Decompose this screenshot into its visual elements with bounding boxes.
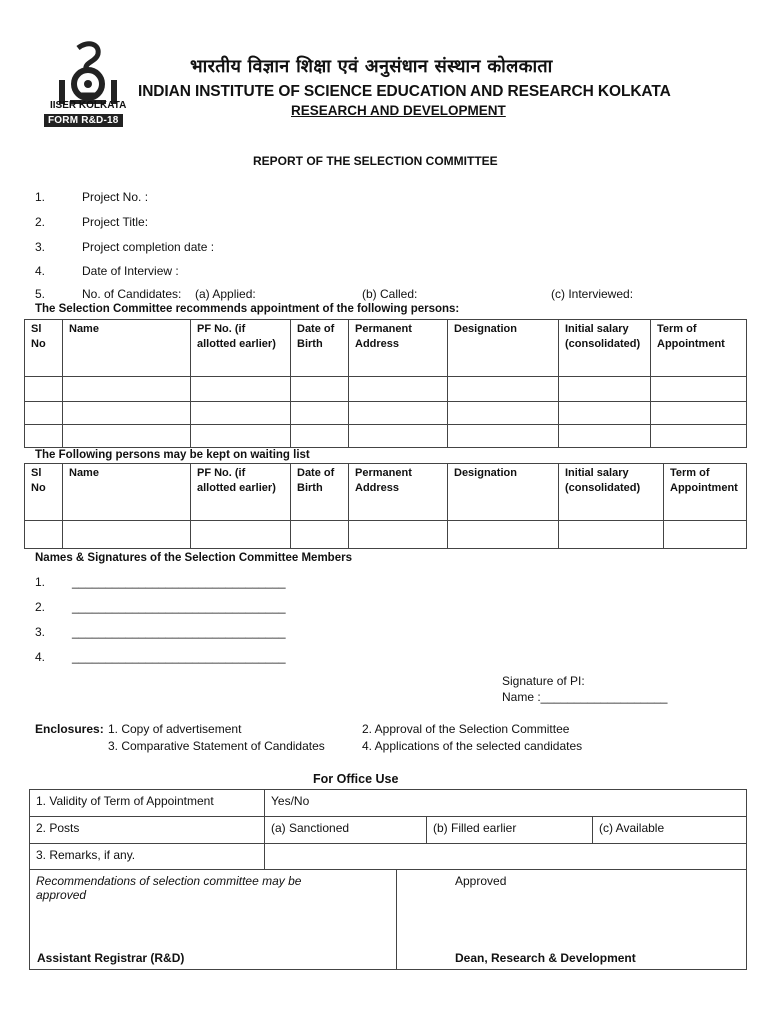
member-signature-line[interactable]: ________________________________ (72, 650, 286, 664)
table-row[interactable] (25, 425, 747, 448)
hindi-institute-name: भारतीय विज्ञान शिक्षा एवं अनुसंधान संस्थान कोलकाता (190, 56, 553, 77)
enclosure-item: 4. Applications of the selected candidates (362, 739, 583, 753)
project-title-field[interactable]: Project Title: (82, 215, 149, 229)
header-salary: Initial salary (consolidated) (559, 464, 664, 521)
table-row[interactable] (25, 521, 747, 549)
form-code: FORM R&D-18 (44, 114, 123, 127)
member-number: 2. (35, 600, 46, 614)
dean-signature: Dean, Research & Development (455, 951, 636, 965)
approval-cell[interactable] (397, 870, 747, 970)
field-number: 4. (35, 264, 46, 278)
recommend-caption: The Selection Committee recommends appointment of the following persons: (35, 303, 460, 315)
no-of-candidates-label: No. of Candidates: (82, 287, 182, 301)
posts-label: 2. Posts (30, 817, 265, 844)
recommendation-cell[interactable] (30, 870, 397, 970)
field-number: 3. (35, 240, 46, 254)
field-number: 2. (35, 215, 46, 229)
header-name: Name (63, 320, 191, 377)
logo-text: IISER KOLKATA (50, 100, 127, 111)
header-designation: Designation (448, 320, 559, 377)
recommendation-text: Recommendations of selection committee may be approved (36, 874, 302, 902)
field-number: 5. (35, 287, 46, 301)
called-field[interactable]: (b) Called: (362, 287, 418, 301)
date-of-interview-field[interactable]: Date of Interview : (82, 264, 179, 278)
available-field[interactable]: (c) Available (593, 817, 747, 844)
header-name: Name (63, 464, 191, 521)
office-use-heading: For Office Use (313, 772, 399, 786)
member-signature-line[interactable]: ________________________________ (72, 600, 286, 614)
header-address: Permanent Address (349, 320, 448, 377)
enclosure-item: 1. Copy of advertisement (108, 722, 242, 736)
pi-signature[interactable]: Signature of PI: (502, 674, 585, 688)
remarks-label: 3. Remarks, if any. (30, 844, 265, 870)
members-heading: Names & Signatures of the Selection Committee Members (35, 552, 352, 564)
header-designation: Designation (448, 464, 559, 521)
member-number: 3. (35, 625, 46, 639)
table-header-row (25, 320, 747, 377)
office-use-table (29, 789, 747, 970)
table-header-row (25, 464, 747, 521)
member-signature-line[interactable]: ________________________________ (72, 575, 286, 589)
project-no-field[interactable]: Project No. : (82, 190, 149, 204)
department-name: RESEARCH AND DEVELOPMENT (291, 103, 506, 118)
header-pf-no: PF No. (if allotted earlier) (191, 464, 291, 521)
applied-field[interactable]: (a) Applied: (195, 287, 256, 301)
header-address: Permanent Address (349, 464, 448, 521)
header-term: Term of Appointment (664, 464, 747, 521)
report-title: REPORT OF THE SELECTION COMMITTEE (253, 154, 498, 168)
enclosures-label: Enclosures: (35, 722, 104, 736)
member-number: 4. (35, 650, 46, 664)
header-dob: Date of Birth (291, 320, 349, 377)
header-term: Term of Appointment (651, 320, 747, 377)
header-pf-no: PF No. (if allotted earlier) (191, 320, 291, 377)
member-signature-line[interactable]: ________________________________ (72, 625, 286, 639)
header-salary: Initial salary (consolidated) (559, 320, 651, 377)
validity-label: 1. Validity of Term of Appointment (30, 790, 265, 817)
table-row[interactable] (25, 402, 747, 425)
recommend-table (24, 319, 747, 448)
waiting-table (24, 463, 747, 549)
institute-name: INDIAN INSTITUTE OF SCIENCE EDUCATION AND RESEARCH KOLKATA (138, 83, 671, 100)
remarks-field[interactable] (265, 844, 747, 870)
table-row[interactable] (25, 377, 747, 402)
interviewed-field[interactable]: (c) Interviewed: (551, 287, 634, 301)
header-sl-no: Sl No (25, 320, 63, 377)
project-completion-date-field[interactable]: Project completion date : (82, 240, 215, 254)
assistant-registrar-signature: Assistant Registrar (R&D) (37, 951, 185, 965)
approved-label: Approved (455, 874, 507, 888)
validity-value[interactable]: Yes/No (265, 790, 747, 817)
enclosure-item: 3. Comparative Statement of Candidates (108, 739, 325, 753)
member-number: 1. (35, 575, 46, 589)
enclosure-item: 2. Approval of the Selection Committee (362, 722, 570, 736)
sanctioned-field[interactable]: (a) Sanctioned (265, 817, 427, 844)
field-number: 1. (35, 190, 46, 204)
waiting-caption: The Following persons may be kept on waiting list (35, 449, 310, 461)
filled-earlier-field[interactable]: (b) Filled earlier (427, 817, 593, 844)
header-sl-no: Sl No (25, 464, 63, 521)
header-dob: Date of Birth (291, 464, 349, 521)
pi-name[interactable]: Name :___________________ (502, 690, 668, 704)
